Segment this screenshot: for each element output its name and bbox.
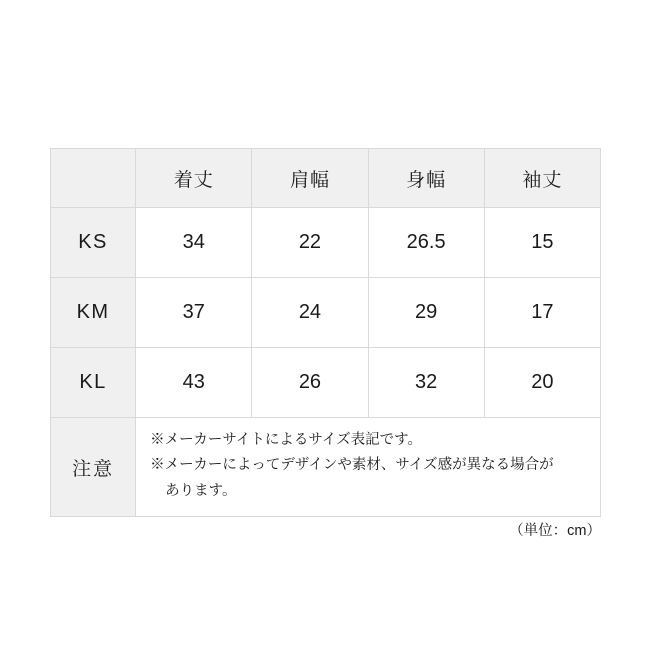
column-header-katahaba: 肩幅 bbox=[252, 149, 368, 208]
row-label-ks: KS bbox=[51, 208, 136, 278]
cell-ks-katahaba: 22 bbox=[252, 208, 368, 278]
cell-ks-sodetake: 15 bbox=[484, 208, 600, 278]
size-table bbox=[50, 148, 601, 517]
cell-ks-mihaba: 26.5 bbox=[368, 208, 484, 278]
table-row bbox=[51, 278, 601, 348]
cell-km-sodetake: 17 bbox=[484, 278, 600, 348]
cell-kl-katahaba: 26 bbox=[252, 348, 368, 418]
cell-km-mihaba: 29 bbox=[368, 278, 484, 348]
row-label-chui: 注意 bbox=[51, 418, 136, 517]
column-header-sodetake: 袖丈 bbox=[484, 149, 600, 208]
cell-kl-kitake: 43 bbox=[136, 348, 252, 418]
note-line-1: ※メーカーサイトによるサイズ表記です。 bbox=[150, 432, 423, 448]
cell-km-katahaba: 24 bbox=[252, 278, 368, 348]
row-label-kl: KL bbox=[51, 348, 136, 418]
cell-kl-mihaba: 32 bbox=[368, 348, 484, 418]
table-row bbox=[51, 208, 601, 278]
row-label-km: KM bbox=[51, 278, 136, 348]
unit-note: （単位：cm） bbox=[509, 523, 601, 539]
cell-ks-kitake: 34 bbox=[136, 208, 252, 278]
column-header-mihaba: 身幅 bbox=[368, 149, 484, 208]
size-table-wrapper bbox=[50, 148, 601, 517]
table-corner-cell bbox=[51, 149, 136, 208]
note-cell bbox=[136, 418, 601, 517]
cell-kl-sodetake: 20 bbox=[484, 348, 600, 418]
table-header-row bbox=[51, 149, 601, 208]
cell-km-kitake: 37 bbox=[136, 278, 252, 348]
note-line-2: ※メーカーによってデザインや素材、サイズ感が異なる場合が bbox=[150, 457, 554, 474]
note-line-3: あります。 bbox=[165, 482, 237, 499]
table-note-row bbox=[51, 418, 601, 517]
column-header-kitake: 着丈 bbox=[136, 149, 252, 208]
table-row bbox=[51, 348, 601, 418]
